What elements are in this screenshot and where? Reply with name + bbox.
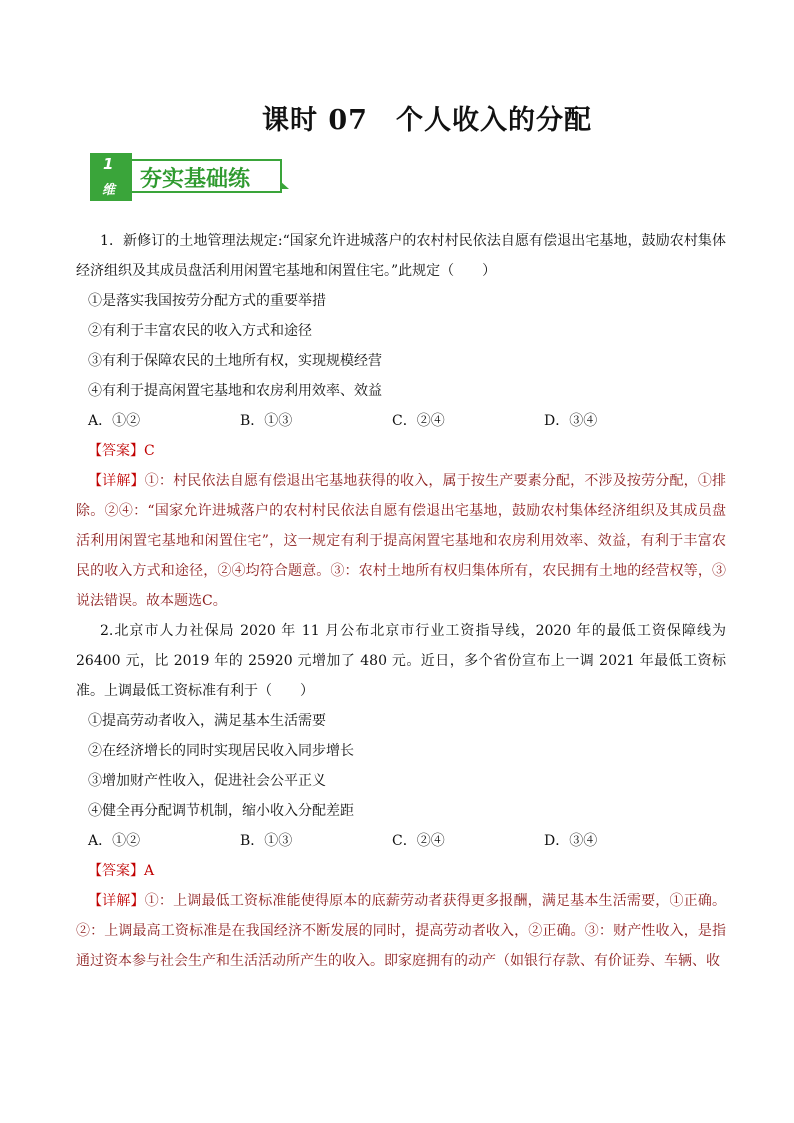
- section-ribbon: [132, 159, 282, 193]
- badge-number: 1: [103, 155, 114, 173]
- detail-paragraph: [76, 466, 726, 616]
- choice-c: C．②④: [392, 413, 445, 429]
- choice-a: A．①②: [88, 413, 141, 429]
- detail-label: 【详解】: [88, 893, 145, 909]
- statement-option: ②在经济增长的同时实现居民收入同步增长: [88, 743, 354, 759]
- answer-choices: [76, 826, 726, 856]
- question-stem: 1．新修订的土地管理法规定:“国家允许进城落户的农村村民依法自愿有偿退出宅基地，鼓励农村集体经济组织及其成员盘活利用闲置宅基地和闲置住宅。”此规定（ ）: [76, 233, 726, 279]
- answer-value: A: [144, 863, 155, 879]
- statement-option: ①是落实我国按劳分配方式的重要举措: [88, 293, 326, 309]
- statement-option: ②有利于丰富农民的收入方式和途径: [88, 323, 312, 339]
- badge-dimension: 维: [102, 183, 116, 198]
- section-label: 夯实基础练: [140, 167, 251, 192]
- statement-option: ③有利于保障农民的土地所有权，实现规模经营: [88, 353, 382, 369]
- answer-label: 【答案】: [88, 863, 144, 879]
- answer-value: C: [144, 443, 155, 459]
- choice-d: D．③④: [544, 833, 598, 849]
- choice-b: B．①③: [240, 833, 293, 849]
- choice-c: C．②④: [392, 833, 445, 849]
- question-2: [76, 616, 726, 976]
- answer-line: [76, 856, 726, 886]
- ribbon-tail: [280, 181, 289, 189]
- question-1: [76, 226, 726, 616]
- question-list: [76, 226, 726, 976]
- choice-b: B．①③: [240, 413, 293, 429]
- choice-a: A．①②: [88, 833, 141, 849]
- detail-text: ①：村民依法自愿有偿退出宅基地获得的收入，属于按生产要素分配，不涉及按劳分配，①排除。②④：“国家允许进城落户的农村村民依法自愿有偿退出宅基地，鼓励农村集体经济组织及其成员盘活利用闲置宅基地和闲置住宅”，这一规定有利于提高闲置宅基地和农房利用效率、效益，有利于丰富农民的收入方式和途径，②④均符合题意。③：农村土地所有权归集体所有，农民拥有土地的经营权等，③说法错误。故本题选C。: [76, 473, 727, 609]
- section-banner: [90, 153, 286, 203]
- page-title: 课时 07 个人收入的分配: [262, 105, 592, 136]
- detail-label: 【详解】: [88, 473, 145, 489]
- detail-text: ①：上调最低工资标准能使得原本的底薪劳动者获得更多报酬，满足基本生活需要，①正确。②：上调最高工资标准是在我国经济不断发展的同时，提高劳动者收入，②正确。③：财产性收入，是指通过资本参与社会生产和生活活动所产生的收入。即家庭拥有的动产（如银行存款、有价证券、车辆、收: [76, 893, 727, 969]
- answer-choices: [76, 406, 726, 436]
- detail-paragraph: [76, 886, 726, 976]
- answer-line: [76, 436, 726, 466]
- statement-option: ④有利于提高闲置宅基地和农房利用效率、效益: [88, 383, 382, 399]
- level-badge: [90, 153, 132, 201]
- statement-option: ③增加财产性收入，促进社会公平正义: [88, 773, 326, 789]
- statement-option: ①提高劳动者收入，满足基本生活需要: [88, 713, 326, 729]
- statement-option: ④健全再分配调节机制，缩小收入分配差距: [88, 803, 354, 819]
- question-stem: 2.北京市人力社保局 2020 年 11 月公布北京市行业工资指导线，2020 年的最低工资保障线为 26400 元，比 2019 年的 25920 元增加了 480 元。近日，多个省份宣布上一调 2021 年最低工资标准。上调最低工资标准有利于（ ）: [76, 623, 726, 699]
- choice-d: D．③④: [544, 413, 598, 429]
- answer-label: 【答案】: [88, 443, 144, 459]
